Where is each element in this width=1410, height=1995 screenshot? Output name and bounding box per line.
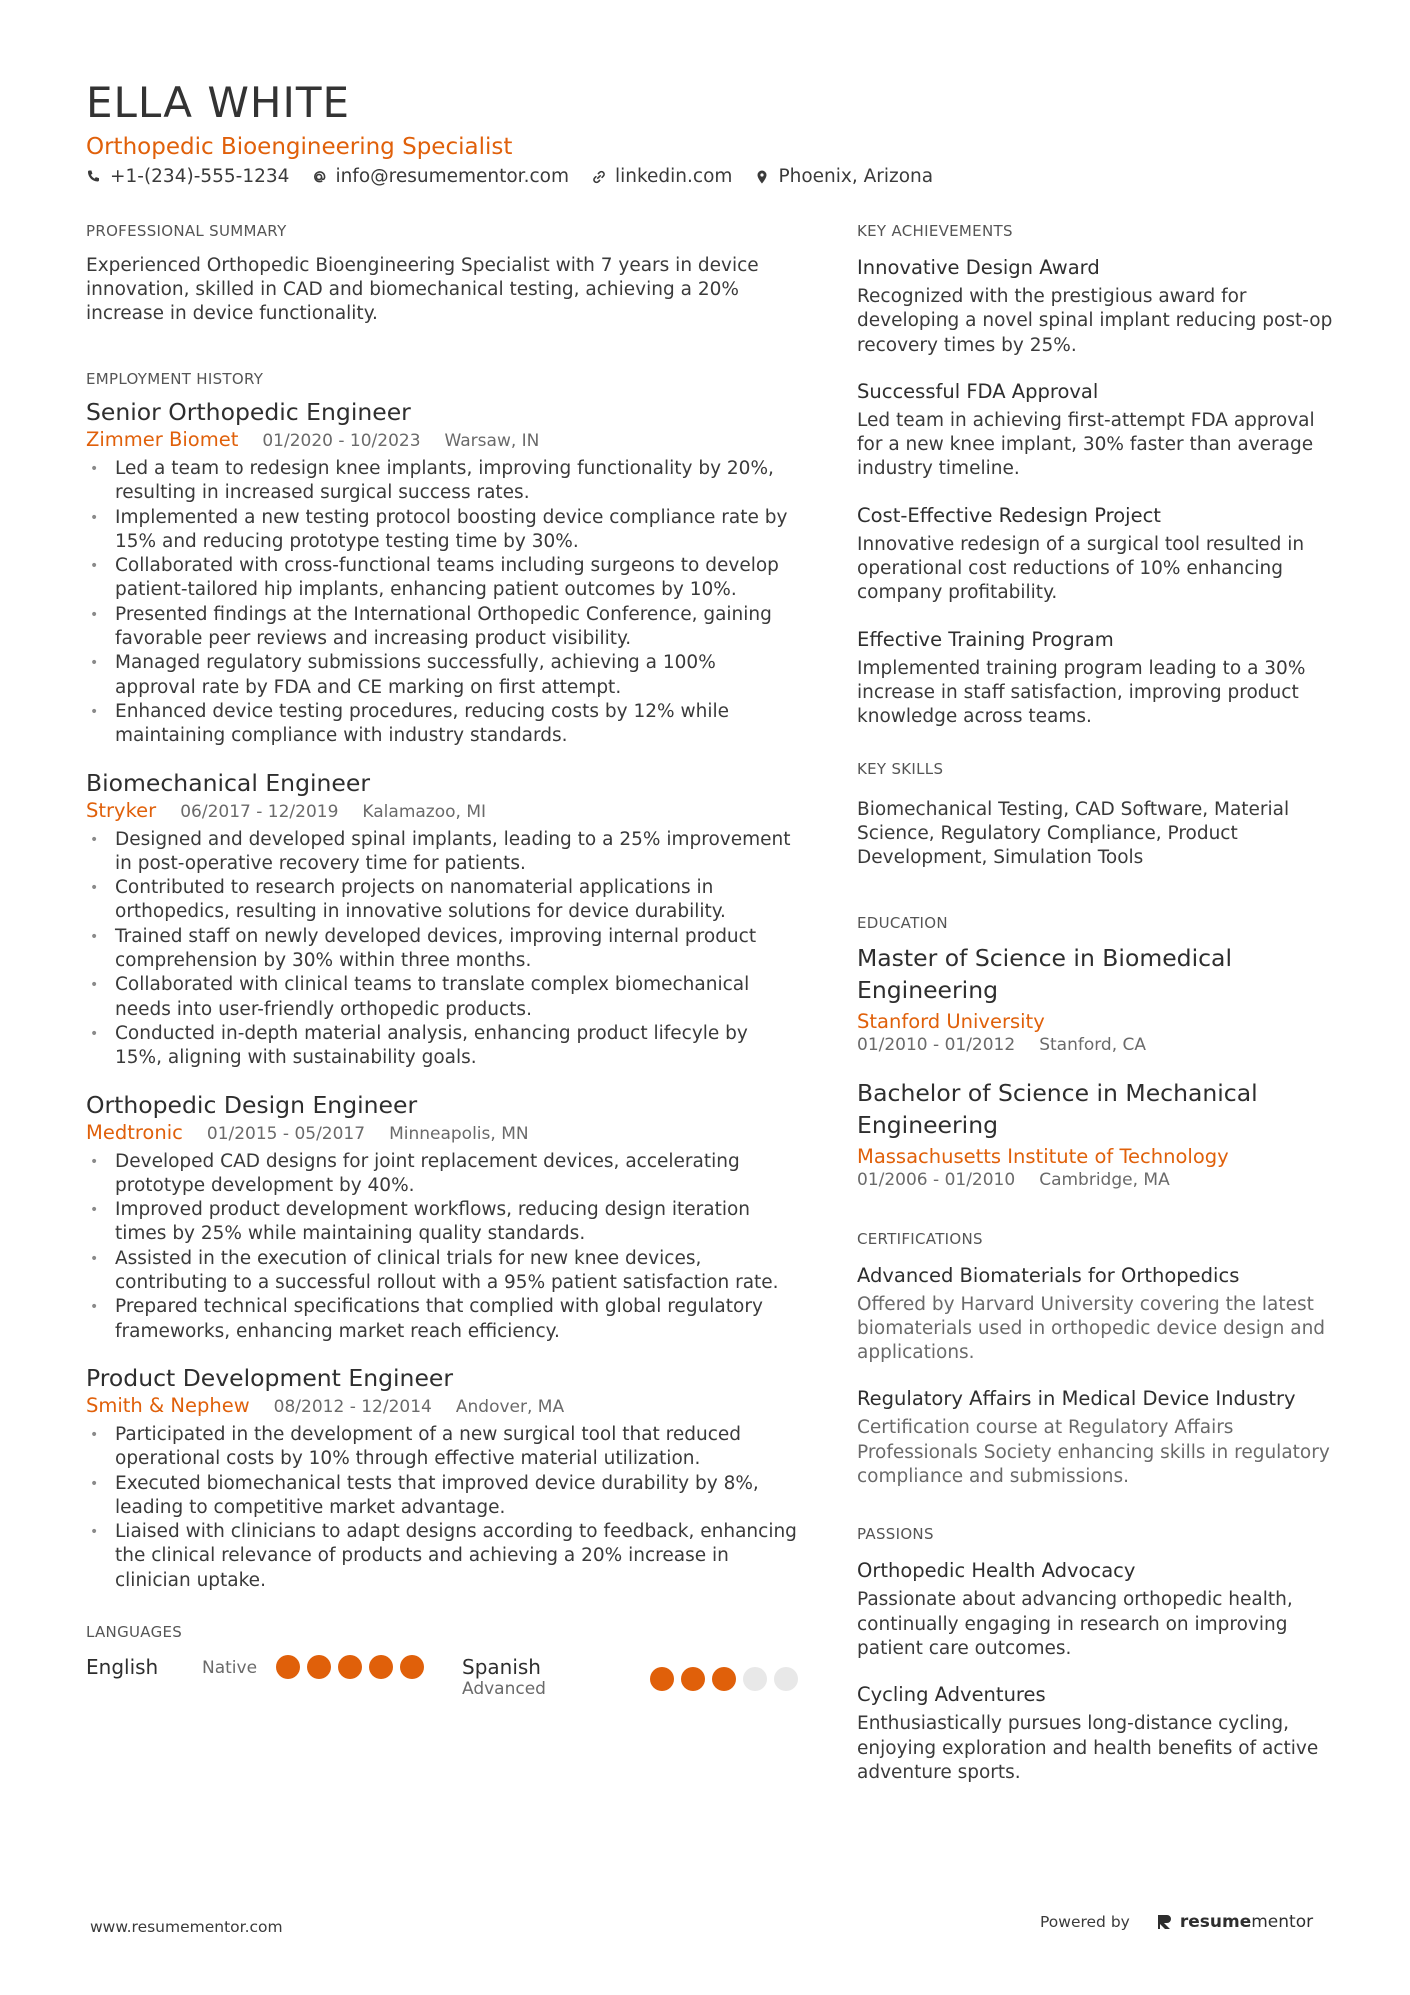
language-level: Advanced: [462, 1678, 546, 1699]
achievement-desc: Led team in achieving first-attempt FDA approval for a new knee implant, 30% faster than average industry timeline.: [857, 409, 1315, 480]
achievement-item: [857, 378, 1333, 482]
rating-dot-filled: [400, 1655, 424, 1679]
education-location: Stanford, CA: [1039, 1034, 1147, 1055]
achievement-item: [857, 626, 1333, 730]
certification-desc: Certification course at Regulatory Affairs Professionals Society enhancing skills in regulatory compliance and submissions.: [857, 1417, 1330, 1488]
achievement-title: Effective Training Program: [857, 627, 1114, 651]
languages-section: [86, 1623, 800, 1699]
job-title: Orthopedic Design Engineer: [86, 1090, 418, 1119]
job-entry: [86, 1089, 800, 1344]
job-bullets: [86, 457, 800, 749]
candidate-name: ELLA WHITE: [86, 78, 351, 127]
rating-dot-empty: [743, 1667, 767, 1691]
achievement-title: Cost-Effective Redesign Project: [857, 503, 1161, 527]
job-bullets: [86, 1423, 800, 1593]
job-company: Zimmer Biomet: [86, 428, 239, 451]
location-pin-icon: [754, 169, 770, 185]
job-bullet: • Implemented a new testing protocol boosting device compliance rate by 15% and reducing prototype testing time by 30%.: [86, 506, 800, 555]
job-bullet: • Trained staff on newly developed devices, improving internal product comprehension by 30% within three months.: [86, 925, 800, 974]
contact-email[interactable]: [311, 166, 569, 187]
summary-section: [86, 222, 800, 326]
education-meta: [857, 1170, 1333, 1190]
job-bullet: • Managed regulatory submissions successfully, achieving a 100% approval rate by FDA and CE marking on first attempt.: [86, 651, 800, 700]
job-bullet: • Enhanced device testing procedures, reducing costs by 12% while maintaining compliance with industry standards.: [86, 700, 800, 749]
achievements-heading: KEY ACHIEVEMENTS: [857, 222, 1013, 240]
rating-dot-filled: [307, 1655, 331, 1679]
job-bullet: • Designed and developed spinal implants, leading to a 25% improvement in post-operative recovery time for patients.: [86, 828, 800, 877]
certification-desc: Offered by Harvard University covering the latest biomaterials used in orthopedic device design and applications.: [857, 1293, 1326, 1364]
job-meta: [86, 799, 800, 822]
achievement-desc: Recognized with the prestigious award for developing a novel spinal implant reducing post-op recovery times by 25%.: [857, 286, 1333, 356]
certification-item: [857, 1262, 1333, 1366]
job-meta: [86, 428, 800, 451]
job-bullet: • Collaborated with clinical teams to translate complex biomechanical needs into user-friendly orthopedic products.: [86, 973, 800, 1022]
language-item: [462, 1655, 800, 1699]
contact-linkedin[interactable]: [591, 166, 732, 187]
email-text: info@resumementor.com: [335, 166, 569, 187]
education-location: Cambridge, MA: [1039, 1169, 1170, 1190]
languages-list: [86, 1655, 800, 1699]
passion-title: Orthopedic Health Advocacy: [857, 1559, 1136, 1583]
job-entry: [86, 1362, 800, 1593]
education-dates: 01/2006 - 01/2010: [857, 1169, 1016, 1190]
job-meta: [86, 1394, 800, 1417]
job-location: Warsaw, IN: [444, 431, 540, 451]
rating-dot-empty: [774, 1667, 798, 1691]
passion-item: [857, 1557, 1333, 1661]
job-bullet: • Participated in the development of a new surgical tool that reduced operational costs by 10% through effective material utilization.: [86, 1423, 800, 1472]
language-level: Native: [202, 1657, 258, 1678]
footer-website[interactable]: www.resumementor.com: [90, 1918, 283, 1936]
job-location: Andover, MA: [455, 1396, 565, 1417]
job-company: Medtronic: [86, 1120, 183, 1144]
language-name: Spanish: [462, 1654, 541, 1679]
job-location: Minneapolis, MN: [389, 1123, 529, 1144]
job-dates: 08/2012 - 12/2014: [273, 1396, 432, 1417]
job-entry: [86, 396, 800, 749]
language-item: [86, 1655, 462, 1679]
job-bullets: [86, 828, 800, 1071]
job-meta: [86, 1121, 800, 1144]
at-icon: [311, 169, 327, 185]
language-rating: [276, 1655, 424, 1679]
job-company: Smith & Nephew: [86, 1393, 250, 1417]
certifications-heading: CERTIFICATIONS: [857, 1229, 983, 1248]
job-bullet: • Contributed to research projects on nanomaterial applications in orthopedics, resulting in innovative solutions for device durability.: [86, 876, 800, 925]
achievement-desc: Innovative redesign of a surgical tool resulted in operational cost reductions of 10% enhancing company profitability.: [857, 533, 1305, 604]
achievement-desc: Implemented training program leading to a 30% increase in staff satisfaction, improving product knowledge across teams.: [857, 657, 1306, 728]
rating-dot-filled: [681, 1667, 705, 1691]
phone-icon: [86, 169, 102, 185]
passion-desc: Passionate about advancing orthopedic health, continually engaging in research on improving patient care outcomes.: [857, 1589, 1293, 1659]
resumementor-logo-icon: [1156, 1913, 1174, 1931]
rating-dot-filled: [338, 1655, 362, 1679]
job-bullet: • Assisted in the execution of clinical trials for new knee devices, contributing to a successful rollout with a 95% patient satisfaction rate.: [86, 1247, 800, 1296]
job-bullet: • Developed CAD designs for joint replacement devices, accelerating prototype development by 40%.: [86, 1150, 800, 1199]
achievements-section: [857, 222, 1333, 730]
job-bullet: • Liaised with clinicians to adapt designs according to feedback, enhancing the clinical relevance of products and achieving a 20% increase in clinician uptake.: [86, 1520, 800, 1593]
achievement-item: [857, 254, 1333, 358]
language-name: English: [86, 1654, 159, 1679]
education-meta: [857, 1035, 1333, 1055]
rating-dot-filled: [369, 1655, 393, 1679]
education-degree: Master of Science in Biomedical Engineering: [857, 943, 1232, 1004]
passions-heading: PASSIONS: [857, 1525, 934, 1544]
location-text: Phoenix, Arizona: [778, 166, 934, 187]
education-item: [857, 1077, 1333, 1190]
employment-section: [86, 370, 800, 1593]
linkedin-text: linkedin.com: [614, 166, 733, 187]
job-bullet: • Collaborated with cross-functional teams including surgeons to develop patient-tailored hip implants, enhancing patient outcomes by 10%.: [86, 554, 800, 603]
brand-bold: resume: [1179, 1912, 1252, 1932]
powered-by-text: Powered by: [1040, 1913, 1130, 1931]
job-title: Biomechanical Engineer: [86, 768, 370, 797]
job-location: Kalamazoo, MI: [362, 801, 487, 822]
education-section: [857, 914, 1333, 1190]
education-school: Massachusetts Institute of Technology: [857, 1144, 1229, 1168]
job-bullet: • Presented findings at the International Orthopedic Conference, gaining favorable peer reviews and increasing product visibility.: [86, 603, 800, 652]
passion-title: Cycling Adventures: [857, 1683, 1046, 1707]
job-entry: [86, 767, 800, 1071]
education-degree: Bachelor of Science in Mechanical Engineering: [857, 1078, 1258, 1139]
skills-text: Biomechanical Testing, CAD Software, Material Science, Regulatory Compliance, Product Development, Simulation Tools: [857, 798, 1290, 868]
contact-bar: [86, 166, 933, 187]
education-dates: 01/2010 - 01/2012: [857, 1034, 1016, 1055]
job-company: Stryker: [86, 798, 157, 822]
brand-logo[interactable]: [1156, 1912, 1313, 1932]
passion-item: [857, 1681, 1333, 1785]
certification-title: Regulatory Affairs in Medical Device Industry: [857, 1387, 1296, 1411]
languages-heading: LANGUAGES: [86, 1622, 183, 1641]
achievement-title: Innovative Design Award: [857, 256, 1100, 279]
job-bullet: • Led a team to redesign knee implants, improving functionality by 20%, resulting in increased surgical success rates.: [86, 457, 800, 506]
candidate-title: Orthopedic Bioengineering Specialist: [86, 134, 513, 160]
rating-dot-filled: [712, 1667, 736, 1691]
achievement-title: Successful FDA Approval: [857, 379, 1099, 403]
left-column: [86, 222, 800, 1739]
language-rating: [650, 1667, 798, 1691]
rating-dot-filled: [650, 1667, 674, 1691]
job-bullets: [86, 1150, 800, 1344]
job-bullet: • Prepared technical specifications that complied with global regulatory frameworks, enhancing market reach efficiency.: [86, 1295, 800, 1344]
certifications-section: [857, 1230, 1333, 1490]
certification-title: Advanced Biomaterials for Orthopedics: [857, 1263, 1240, 1287]
right-column: [857, 222, 1333, 1825]
achievement-item: [857, 502, 1333, 606]
education-heading: EDUCATION: [857, 913, 948, 932]
job-dates: 06/2017 - 12/2019: [180, 801, 339, 822]
job-bullet: • Conducted in-depth material analysis, enhancing product lifecyle by 15%, aligning with sustainability goals.: [86, 1022, 800, 1071]
job-title: Senior Orthopedic Engineer: [86, 398, 411, 426]
contact-phone[interactable]: [86, 166, 289, 187]
employment-heading: EMPLOYMENT HISTORY: [86, 370, 264, 388]
skills-section: [857, 760, 1333, 870]
phone-text: +1-(234)-555-1234: [110, 166, 290, 187]
passion-desc: Enthusiastically pursues long-distance cycling, enjoying exploration and health benefits of active adventure sports.: [857, 1713, 1319, 1783]
job-bullet: • Improved product development workflows, reducing design iteration times by 25% while maintaining quality standards.: [86, 1198, 800, 1247]
job-title: Product Development Engineer: [86, 1363, 454, 1392]
job-bullet: • Executed biomechanical tests that improved device durability by 8%, leading to competitive market advantage.: [86, 1472, 800, 1521]
brand-rest: mentor: [1251, 1912, 1314, 1932]
skills-heading: KEY SKILLS: [857, 759, 944, 778]
summary-text: Experienced Orthopedic Bioengineering Specialist with 7 years in device innovation, skilled in CAD and biomechanical testing, achieving a 20% increase in device functionality.: [86, 255, 759, 324]
education-school: Stanford University: [857, 1009, 1045, 1033]
summary-heading: PROFESSIONAL SUMMARY: [86, 222, 287, 240]
link-icon: [591, 169, 607, 185]
rating-dot-filled: [276, 1655, 300, 1679]
job-dates: 01/2015 - 05/2017: [206, 1123, 366, 1144]
education-item: [857, 942, 1333, 1055]
certification-item: [857, 1385, 1333, 1489]
contact-location: [754, 166, 933, 187]
passions-section: [857, 1525, 1333, 1785]
footer-branding: [1040, 1912, 1313, 1932]
job-dates: 01/2020 - 10/2023: [262, 431, 421, 451]
